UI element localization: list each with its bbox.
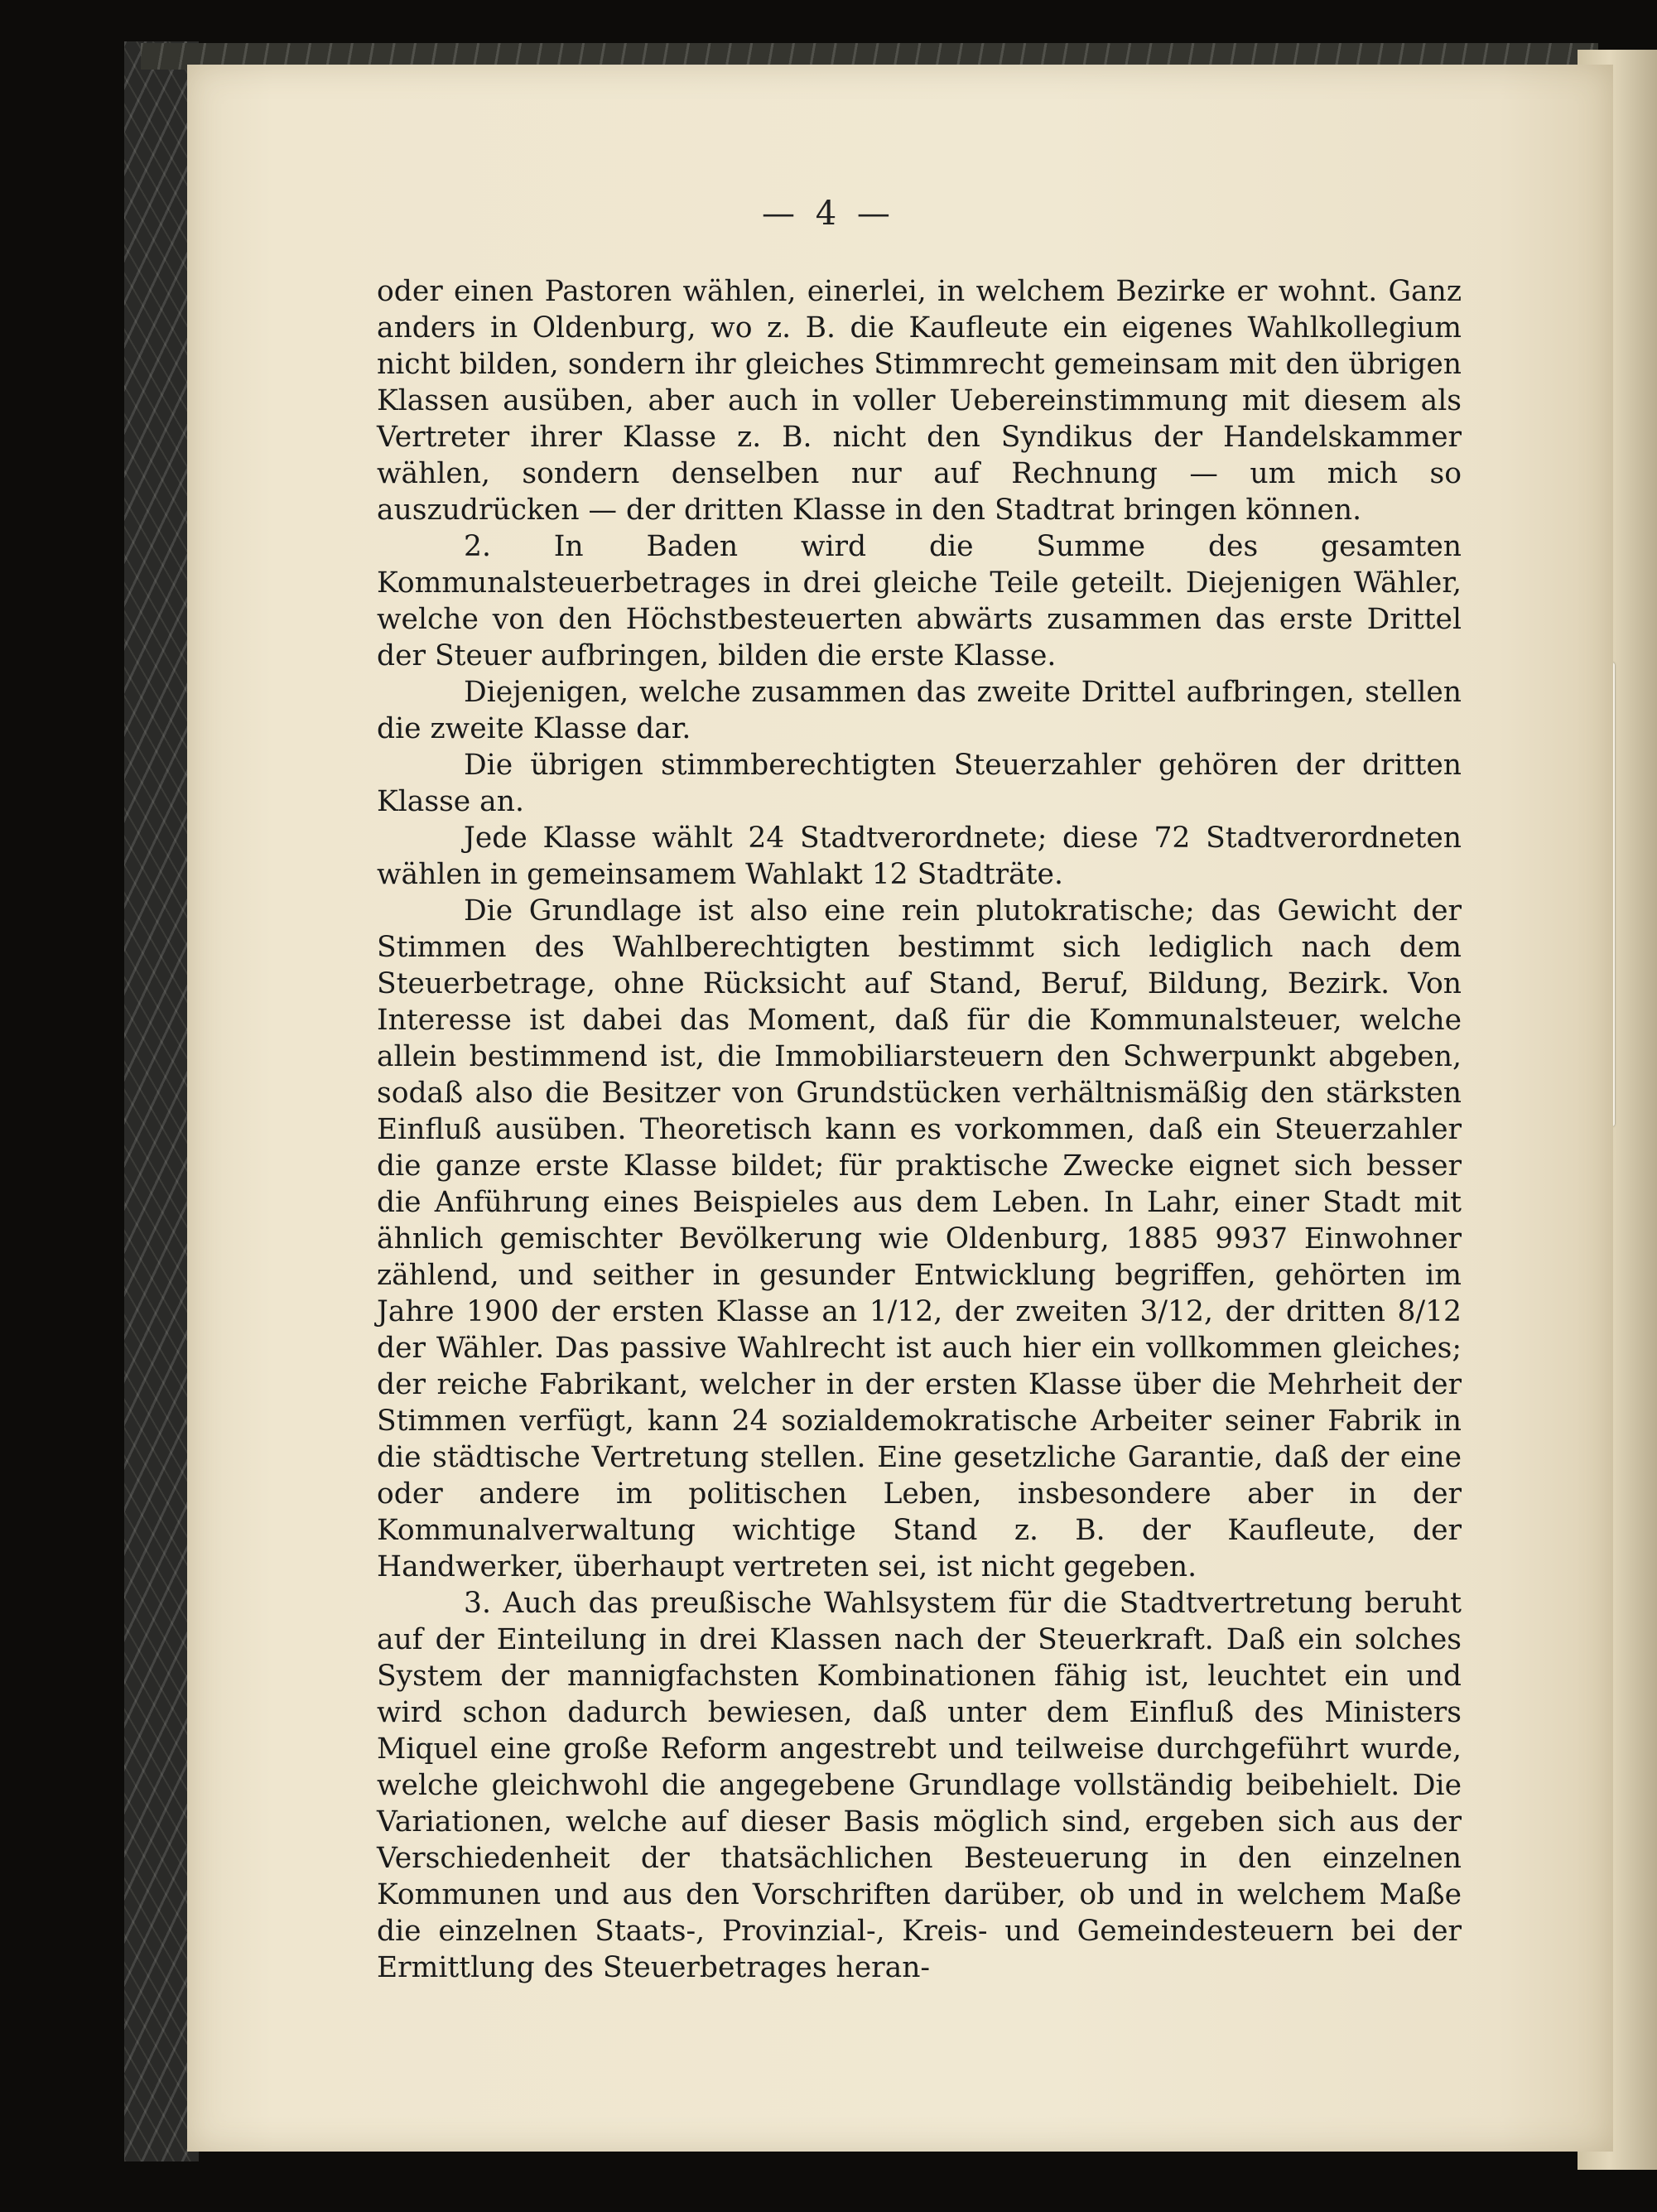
page-number: — 4 — (762, 195, 895, 233)
paragraph: oder einen Pastoren wählen, einerlei, in welchem Bezirke er wohnt. Ganz anders in Oldenburg, wo z. B. die Kaufleute ein eigenes Wahlkollegium nicht bilden, sondern ihr gleiches Stimmrecht gemeinsam mit den übrigen Klassen ausüben, aber auch in voller Uebereinstimmung mit diesem als Vertreter ihrer Klasse z. B. nicht den Syndikus der Handelskammer wählen, sondern denselben nur auf Rechnung — um mich so auszudrücken — der dritten Klasse in den Stadtrat bringen können. (377, 275, 1462, 527)
paragraph: Jede Klasse wählt 24 Stadtverordnete; diese 72 Stadtverordneten wählen in gemeinsamem Wahlakt 12 Stadträte. (377, 822, 1462, 891)
paragraph: 3. Auch das preußische Wahlsystem für die Stadtvertretung beruht auf der Einteilung in drei Klassen nach der Steuerkraft. Daß ein solches System der mannigfachsten Kombinationen fähig ist, leuchtet ein und wird schon dadurch bewiesen, daß unter dem Einfluß des Ministers Miquel eine große Reform angestrebt und teilweise durchgeführt wurde, welche gleichwohl die angegebene Grundlage vollständig beibehielt. Die Variationen, welche auf dieser Basis möglich sind, ergeben sich aus der Verschiedenheit der thatsächlichen Besteuerung in den einzelnen Kommunen und aus den Vorschriften darüber, ob und in welchem Maße die einzelnen Staats-, Provinzial-, Kreis- und Gemeindesteuern bei der Ermittlung des Steuerbetrages heran- (377, 1587, 1462, 1984)
paragraph: 2. In Baden wird die Summe des gesamten Kommunalsteuerbetrages in drei gleiche Teile geteilt. Diejenigen Wähler, welche von den Höchstbesteuerten abwärts zusammen das erste Drittel der Steuer aufbringen, bilden die erste Klasse. (377, 530, 1462, 672)
paragraph: Diejenigen, welche zusammen das zweite Drittel aufbringen, stellen die zweite Klasse dar. (377, 676, 1462, 745)
paragraph: Die Grundlage ist also eine rein plutokratische; das Gewicht der Stimmen des Wahlberechtigten bestimmt sich lediglich nach dem Steuerbetrage, ohne Rücksicht auf Stand, Beruf, Bildung, Bezirk. Von Interesse ist dabei das Moment, daß für die Kommunalsteuer, welche allein bestimmend ist, die Immobiliarsteuern den Schwerpunkt abgeben, sodaß also die Besitzer von Grundstücken verhältnismäßig den stärksten Einfluß ausüben. Theoretisch kann es vorkommen, daß ein Steuerzahler die ganze erste Klasse bildet; für praktische Zwecke eignet sich besser die Anführung eines Beispieles aus dem Leben. In Lahr, einer Stadt mit ähnlich gemischter Bevölkerung wie Oldenburg, 1885 9937 Einwohner zählend, und seither in gesunder Entwicklung begriffen, gehörten im Jahre 1900 der ersten Klasse an 1/12, der zweiten 3/12, der dritten 8/12 der Wähler. Das passive Wahlrecht ist auch hier ein vollkommen gleiches; der reiche Fabrikant, welcher in der ersten Klasse über die Mehrheit der Stimmen verfügt, kann 24 sozialdemokratische Arbeiter seiner Fabrik in die städtische Vertretung stellen. Eine gesetzliche Garantie, daß der eine oder andere im politischen Leben, insbesondere aber in der Kommunalverwaltung wichtige Stand z. B. der Kaufleute, der Handwerker, überhaupt vertreten sei, ist nicht gegeben. (377, 894, 1462, 1583)
paragraph: Die übrigen stimmberechtigten Steuerzahler gehören der dritten Klasse an. (377, 749, 1462, 818)
page-body (377, 273, 1462, 1986)
